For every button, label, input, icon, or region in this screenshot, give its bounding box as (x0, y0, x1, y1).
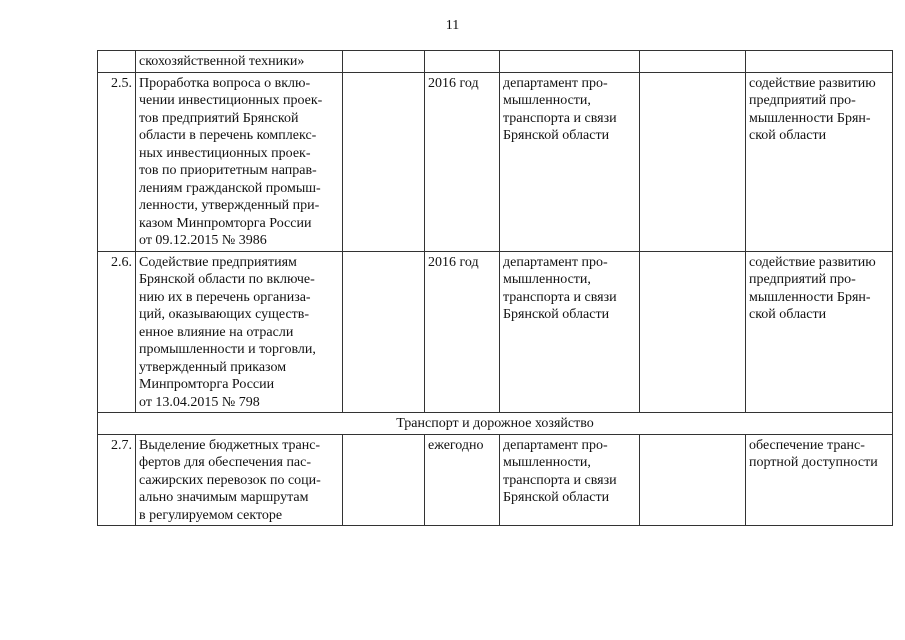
page-number: 11 (445, 18, 460, 33)
table-row (98, 72, 893, 251)
measure-name: скохозяйственной техники» (136, 51, 343, 73)
section-row (98, 413, 893, 435)
executor-cell: департамент про- мышленности, транспорта и связи Брянской области (500, 251, 640, 413)
result-cell: обеспечение транс- портной доступности (746, 434, 893, 526)
term-cell (425, 51, 500, 73)
table-row (98, 434, 893, 526)
table-row (98, 51, 893, 73)
measure-name: Выделение бюджетных транс- фертов для обеспечения пас- сажирских перевозок по соци- ально значимым маршрутам в регулируемом секторе (136, 434, 343, 526)
empty-cell (343, 72, 425, 251)
result-cell: содействие развитию предприятий про- мышленности Брян- ской области (746, 251, 893, 413)
row-number (98, 51, 136, 73)
empty-cell (343, 51, 425, 73)
executor-cell: департамент про- мышленности, транспорта и связи Брянской области (500, 72, 640, 251)
measure-name: Проработка вопроса о вклю- чении инвестиционных проек- тов предприятий Брянской области в перечень комплекс- ных инвестиционных проек- тов по приоритетным направ- лениям гражданской промыш- ленности, утвержденный при- казом Минпромторга России от 09.12.2015 № 3986 (136, 72, 343, 251)
empty-cell (640, 251, 746, 413)
empty-cell (343, 251, 425, 413)
row-number: 2.5. (98, 72, 136, 251)
row-number: 2.6. (98, 251, 136, 413)
result-cell: содействие развитию предприятий про- мышленности Брян- ской области (746, 72, 893, 251)
executor-cell: департамент про- мышленности, транспорта и связи Брянской области (500, 434, 640, 526)
empty-cell (640, 434, 746, 526)
empty-cell (343, 434, 425, 526)
term-cell: ежегодно (425, 434, 500, 526)
empty-cell (640, 72, 746, 251)
result-cell (746, 51, 893, 73)
measures-table (97, 50, 893, 526)
term-cell: 2016 год (425, 251, 500, 413)
row-number: 2.7. (98, 434, 136, 526)
measure-name: Содействие предприятиям Брянской области по включе- нию их в перечень организа- ций, оказывающих существ- енное влияние на отрасли промышленности и торговли, утвержденный приказом Минпромторга России от 13.04.2015 № 798 (136, 251, 343, 413)
empty-cell (640, 51, 746, 73)
executor-cell (500, 51, 640, 73)
term-cell: 2016 год (425, 72, 500, 251)
section-title: Транспорт и дорожное хозяйство (98, 413, 893, 435)
table-row (98, 251, 893, 413)
